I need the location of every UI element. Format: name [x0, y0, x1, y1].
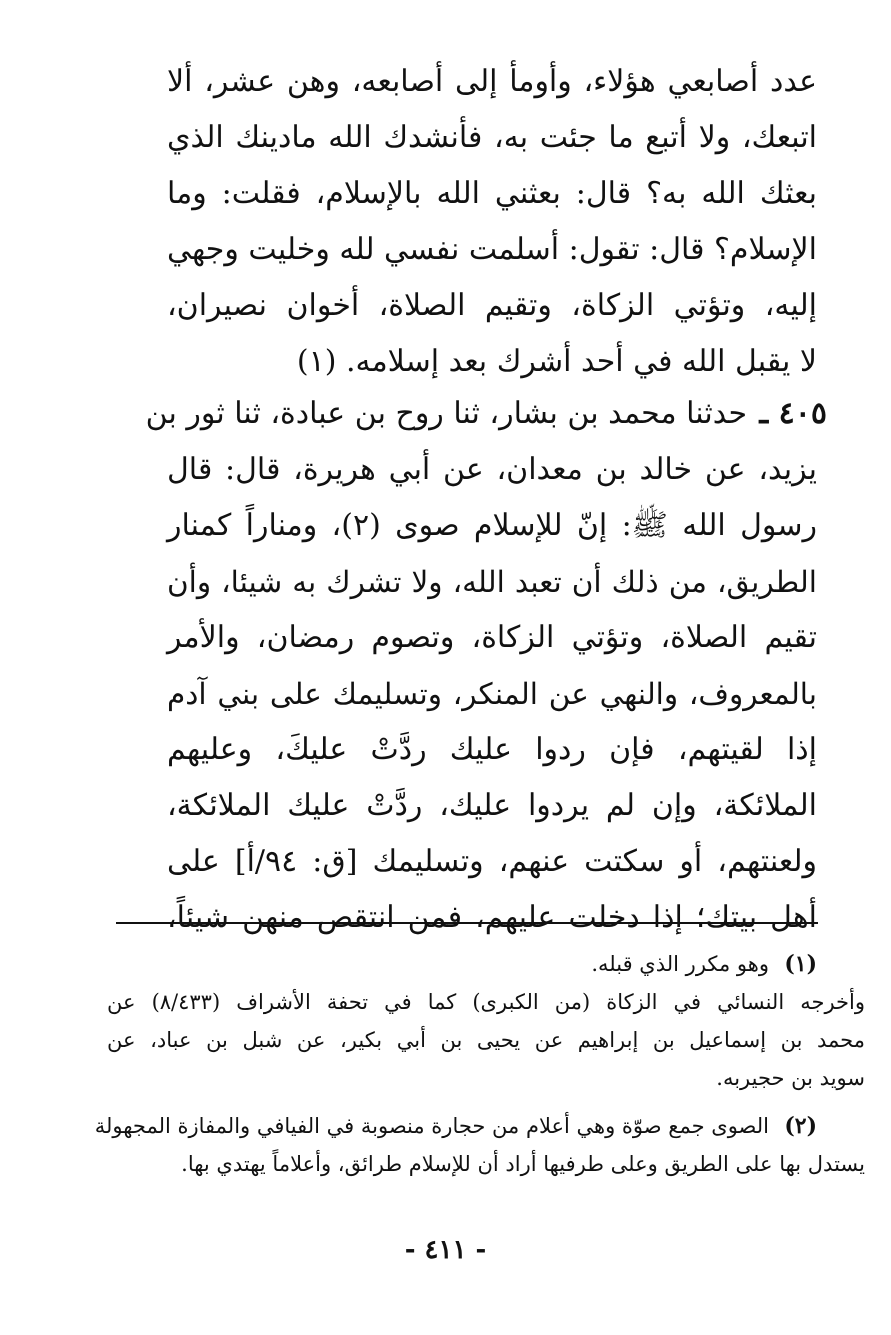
footnote-number: (٢): [784, 1113, 817, 1139]
text-line: اتبعك، ولا أتبع ما جئت به، فأنشدك الله مادينك الذي: [167, 120, 817, 155]
text-line: عدد أصابعي هؤلاء، وأومأ إلى أصابعه، وهن عشر، ألا: [167, 64, 817, 99]
footnote-body: [107, 945, 769, 983]
hadith-text-block: [145, 386, 817, 946]
text-line: بعثك الله به؟ قال: بعثني الله بالإسلام، فقلت: وما: [167, 176, 817, 211]
text-line: تقيم الصلاة، وتؤتي الزكاة، وتصوم رمضان، والأمر: [167, 620, 817, 655]
footnote-line: وأخرجه النسائي في الزكاة (من الكبرى) كما في تحفة الأشراف (٨/٤٣٣) عن: [107, 990, 865, 1014]
text-line: ولعنتهم، أو سكتت عنهم، وتسليمك [ق: ٩٤/أ] على: [167, 844, 817, 879]
text-line: بالمعروف، والنهي عن المنكر، وتسليمك على بني آدم: [167, 677, 817, 711]
text-line: إذا لقيتهم، فإن ردوا عليك ردَّتْ عليكَ، وعليهم: [167, 732, 817, 767]
text-line: لا يقبل الله في أحد أشرك بعد إسلامه. (١): [296, 344, 817, 379]
footnote-number: (١): [784, 951, 817, 977]
text-line: حدثنا محمد بن بشار، ثنا روح بن عبادة، ثنا ثور بن: [145, 396, 747, 431]
text-line: أهل بيتك؛ إذا دخلت عليهم، فمن انتقص منهن شيئاً،: [167, 900, 817, 935]
footnote-line: وهو مكرر الذي قبله.: [591, 952, 769, 976]
text-line: الإسلام؟ قال: تقول: أسلمت نفسي لله وخليت وجهي: [166, 232, 817, 267]
page-number: - ٤١١ -: [404, 1235, 487, 1265]
footnote-line: يستدل بها على الطريق وعلى طرفيها أراد أن للإسلام طرائق، وأعلاماً يهتدي بها.: [181, 1152, 865, 1176]
footnote-1: [107, 945, 817, 983]
footnote-body: [95, 1107, 769, 1145]
footnote-2: [94, 1107, 817, 1145]
footnote-line: الصوى جمع صوّة وهي أعلام من حجارة منصوبة في الفيافي والمفازة المجهولة: [94, 1114, 769, 1138]
text-line: رسول الله ﷺ: إنّ للإسلام صوى (٢)، ومناراً كمنار: [167, 508, 817, 543]
footnote-line: محمد بن إسماعيل بن إبراهيم عن يحيى بن أبي بكير، عن شبل بن عباد، عن: [107, 1028, 865, 1052]
footnote-1-continuation: [107, 983, 865, 1097]
text-line: الملائكة، وإن لم يردوا عليك، ردَّتْ عليك الملائكة،: [167, 788, 817, 823]
text-line: الطريق، من ذلك أن تعبد الله، ولا تشرك به شيئا، وأن: [167, 565, 817, 599]
main-text-block: [167, 54, 817, 390]
text-line: إليه، وتؤتي الزكاة، وتقيم الصلاة، أخوان نصيران،: [167, 288, 817, 323]
hadith-number: ٤٠٥ ـ: [759, 396, 827, 431]
footnote-line: سويد بن حجيربه.: [716, 1066, 865, 1090]
footnote-divider: [116, 922, 818, 924]
footnotes: [94, 945, 865, 1183]
footnote-2-continuation: [107, 1145, 865, 1183]
text-line: يزيد، عن خالد بن معدان، عن أبي هريرة، قال: قال: [167, 452, 817, 487]
